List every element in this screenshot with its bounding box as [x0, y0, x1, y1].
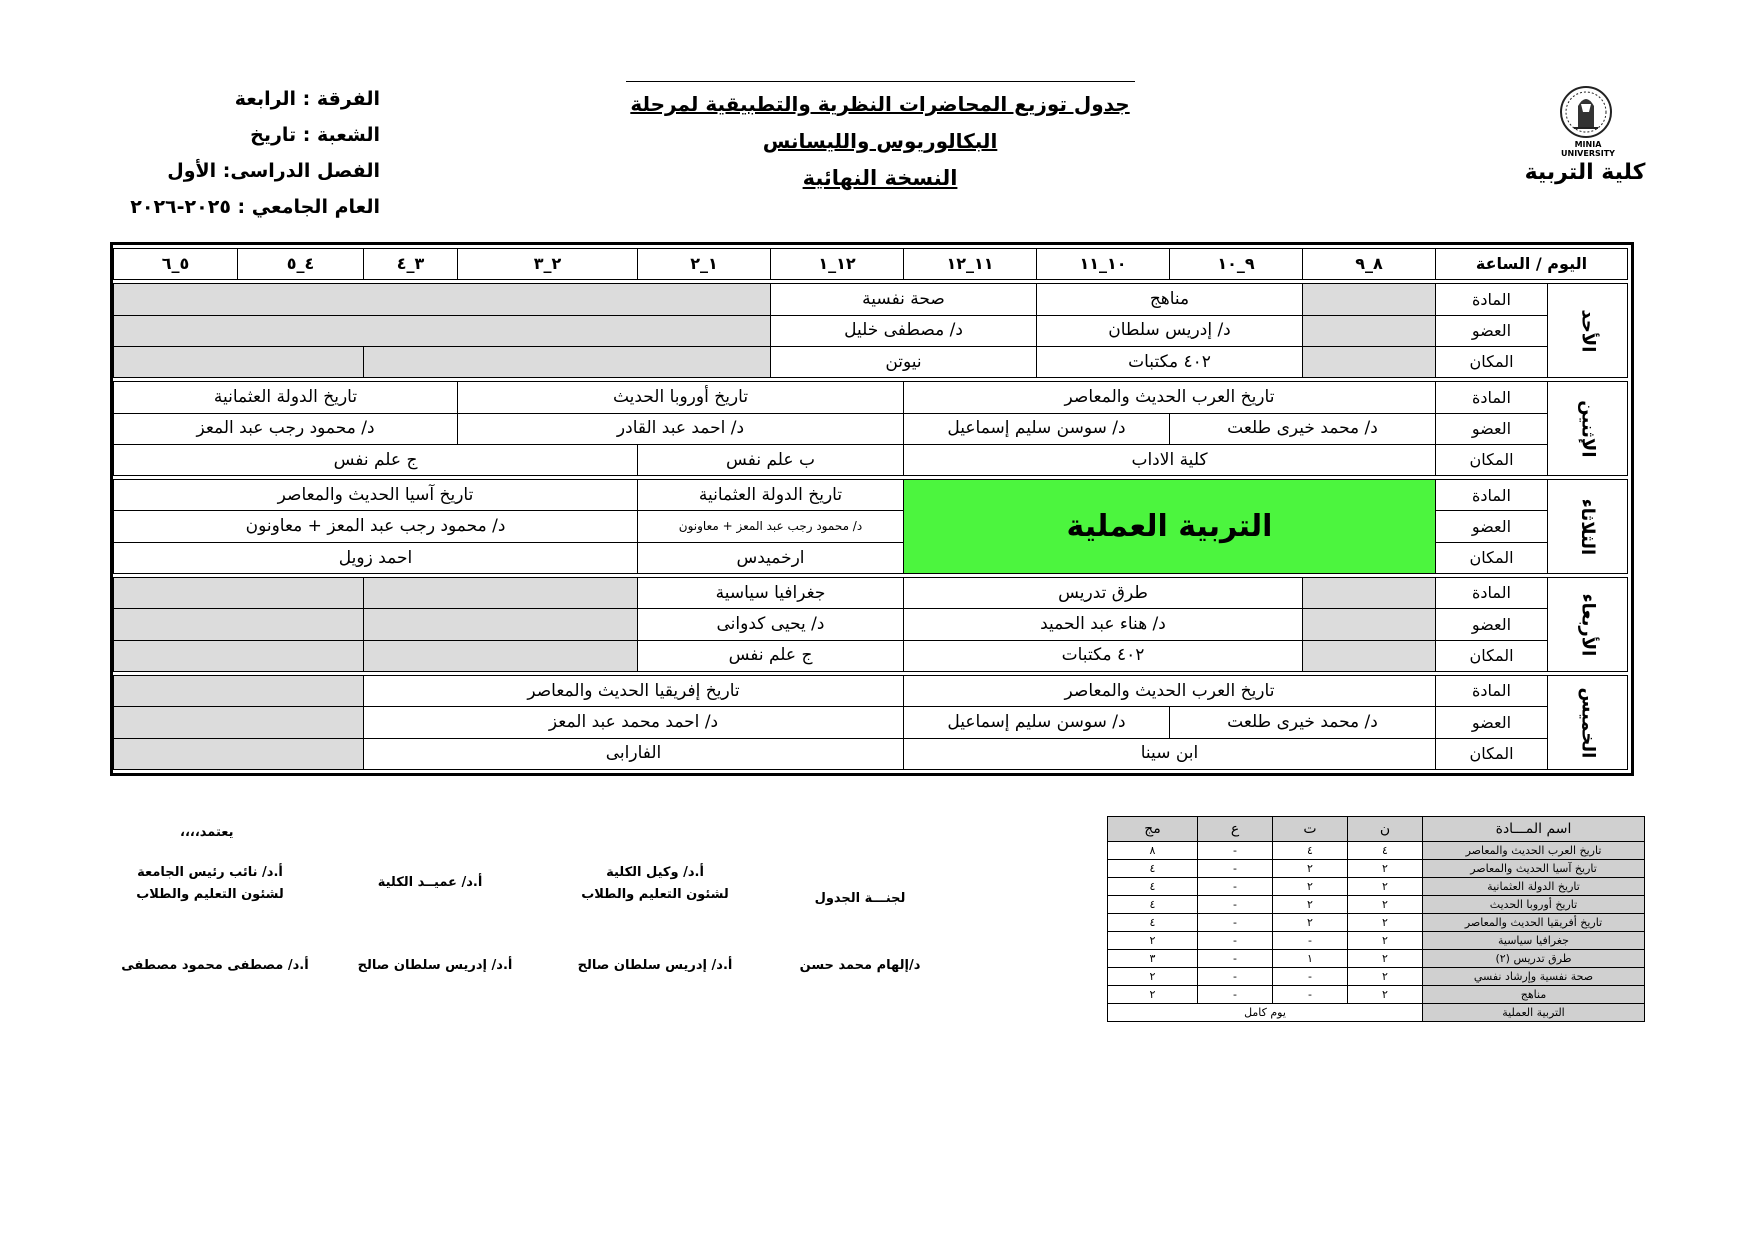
slot-header: ٥_٦ [114, 249, 238, 280]
place-cell: احمد زويل [114, 542, 638, 573]
empty-cell [1303, 284, 1436, 315]
day-wednesday: الأربعاء [1548, 578, 1628, 672]
place-cell: ارخميدس [638, 542, 904, 573]
subject-cell: تاريخ آسيا الحديث والمعاصر [114, 480, 638, 511]
subject-cell: تاريخ أوروبا الحديث [458, 382, 904, 413]
hours-a: - [1198, 968, 1273, 986]
timetable [110, 242, 1634, 776]
col-header-total: مج [1108, 817, 1198, 842]
hours-a: - [1198, 932, 1273, 950]
vice-dean-title [560, 862, 750, 906]
hours-total: ٤ [1108, 914, 1198, 932]
schedule-title: جدول توزيع المحاضرات النظرية والتطبيقية لمرحلة [630, 92, 1130, 116]
timetable-header-row [114, 249, 1628, 280]
empty-cell [1303, 315, 1436, 346]
hours-n: ٢ [1348, 860, 1423, 878]
row-label: المادة [1436, 382, 1548, 413]
hours-n: ٢ [1348, 932, 1423, 950]
subjects-hours-table [1107, 816, 1645, 1022]
table-row [1108, 896, 1645, 914]
place-cell: ج علم نفس [638, 640, 904, 671]
table-row [1108, 860, 1645, 878]
hours-total: ٤ [1108, 896, 1198, 914]
empty-cell [1303, 578, 1436, 609]
approval-note: يعتمد،،،، [180, 825, 234, 840]
slot-header: ٣_٤ [364, 249, 458, 280]
slot-header: ١_٢ [638, 249, 771, 280]
empty-cell [114, 738, 364, 769]
member-cell: د/ سوسن سليم إسماعيل [904, 413, 1170, 444]
table-row [1108, 1004, 1645, 1022]
col-header-a: ع [1198, 817, 1273, 842]
full-day-value: يوم كامل [1108, 1004, 1423, 1022]
day-monday: الإثنين [1548, 382, 1628, 476]
hours-t: ٢ [1273, 878, 1348, 896]
hours-total: ٨ [1108, 842, 1198, 860]
empty-cell [114, 284, 771, 315]
place-cell: ٤٠٢ مكتبات [1037, 346, 1303, 377]
hours-total: ٤ [1108, 878, 1198, 896]
table-row [1108, 932, 1645, 950]
empty-cell [114, 640, 364, 671]
row-label: العضو [1436, 511, 1548, 542]
row-label: العضو [1436, 413, 1548, 444]
hours-n: ٢ [1348, 878, 1423, 896]
day-tuesday: الثلاثاء [1548, 480, 1628, 574]
subject-name: جغرافيا سياسية [1423, 932, 1645, 950]
hours-t: ٤ [1273, 842, 1348, 860]
monday-member-row [114, 413, 1628, 444]
col-header-t: ت [1273, 817, 1348, 842]
wednesday-subject-row [114, 578, 1628, 609]
subject-name: التربية العملية [1423, 1004, 1645, 1022]
subject-cell: جغرافيا سياسية [638, 578, 904, 609]
wednesday-place-row [114, 640, 1628, 671]
hours-t: - [1273, 986, 1348, 1004]
sunday-member-row [114, 315, 1628, 346]
tuesday-subject-row [114, 480, 1628, 511]
place-cell: كلية الاداب [904, 444, 1436, 475]
vice-president-line1: أ.د/ نائب رئيس الجامعة [137, 865, 283, 880]
hours-a: - [1198, 896, 1273, 914]
row-label: المكان [1436, 542, 1548, 573]
vice-president-name: أ.د/ مصطفى محمود مصطفى [121, 958, 309, 973]
hours-n: ٤ [1348, 842, 1423, 860]
empty-cell [114, 578, 364, 609]
row-label: العضو [1436, 315, 1548, 346]
hours-a: - [1198, 914, 1273, 932]
subjects-header-row [1108, 817, 1645, 842]
subject-cell: تاريخ الدولة العثمانية [638, 480, 904, 511]
table-row [1108, 986, 1645, 1004]
hours-n: ٢ [1348, 968, 1423, 986]
slot-header: ١٠_١١ [1037, 249, 1170, 280]
table-row [1108, 950, 1645, 968]
empty-cell [364, 346, 771, 377]
dean-name: أ.د/ إدريس سلطان صالح [357, 958, 513, 973]
day-thursday: الخميس [1548, 676, 1628, 770]
slot-header: ٤_٥ [238, 249, 364, 280]
hours-a: - [1198, 950, 1273, 968]
empty-cell [1303, 346, 1436, 377]
hours-total: ٤ [1108, 860, 1198, 878]
hours-t: - [1273, 932, 1348, 950]
slot-header: ٢_٣ [458, 249, 638, 280]
info-division: الشعبة : تاريخ [250, 124, 380, 146]
monday-subject-row [114, 382, 1628, 413]
hours-t: ١ [1273, 950, 1348, 968]
hours-total: ٢ [1108, 986, 1198, 1004]
title-rule [626, 81, 1135, 82]
empty-cell [1303, 640, 1436, 671]
member-cell: د/ محمود رجب عبد المعز + معاونون [114, 511, 638, 542]
hours-total: ٢ [1108, 932, 1198, 950]
place-cell: الفارابى [364, 738, 904, 769]
info-semester: الفصل الدراسى: الأول [167, 160, 380, 182]
subject-name: تاريخ آسيا الحديث والمعاصر [1423, 860, 1645, 878]
subject-name: مناهج [1423, 986, 1645, 1004]
sunday-place-row [114, 346, 1628, 377]
hours-n: ٢ [1348, 914, 1423, 932]
table-row [1108, 878, 1645, 896]
hours-total: ٣ [1108, 950, 1198, 968]
place-cell: ابن سينا [904, 738, 1436, 769]
hours-total: ٢ [1108, 968, 1198, 986]
hours-t: ٢ [1273, 896, 1348, 914]
subject-cell: صحة نفسية [771, 284, 1037, 315]
row-label: المادة [1436, 676, 1548, 707]
logo-caption: MINIA UNIVERSITY [1561, 140, 1615, 158]
monday-place-row [114, 444, 1628, 475]
subject-name: تاريخ العرب الحديث والمعاصر [1423, 842, 1645, 860]
slot-header: ١١_١٢ [904, 249, 1037, 280]
slot-header: ١٢_١ [771, 249, 904, 280]
empty-cell [114, 707, 364, 738]
practical-education-block: التربية العملية [904, 480, 1436, 574]
empty-cell [364, 578, 638, 609]
thursday-subject-row [114, 676, 1628, 707]
committee-title: لجنـــة الجدول [814, 891, 906, 906]
day-sunday: الأحد [1548, 284, 1628, 378]
info-year-level: الفرقة : الرابعة [234, 88, 380, 110]
row-label: المكان [1436, 444, 1548, 475]
row-label: المادة [1436, 578, 1548, 609]
hours-t: - [1273, 968, 1348, 986]
final-version-label: النسخة النهائية [802, 166, 958, 190]
row-label: العضو [1436, 707, 1548, 738]
vice-dean-line2: لشئون التعليم والطلاب [581, 887, 729, 903]
college-name: كلية التربية [1524, 160, 1646, 185]
member-cell: د/ محمود رجب عبد المعز [114, 413, 458, 444]
place-cell: ب علم نفس [638, 444, 904, 475]
member-cell: د/ احمد عبد القادر [458, 413, 904, 444]
member-cell: د/ إدريس سلطان [1037, 315, 1303, 346]
col-header-n: ن [1348, 817, 1423, 842]
hours-n: ٢ [1348, 896, 1423, 914]
info-block [100, 88, 380, 228]
sunday-subject-row [114, 284, 1628, 315]
member-cell: د/ محمود رجب عبد المعز + معاونون [638, 511, 904, 542]
row-label: المكان [1436, 346, 1548, 377]
hours-a: - [1198, 878, 1273, 896]
subject-cell: مناهج [1037, 284, 1303, 315]
member-cell: د/ محمد خيرى طلعت [1170, 413, 1436, 444]
vice-president-line2: لشئون التعليم والطلاب [136, 887, 284, 903]
member-cell: د/ سوسن سليم إسماعيل [904, 707, 1170, 738]
member-cell: د/ احمد محمد عبد المعز [364, 707, 904, 738]
empty-cell [1303, 609, 1436, 640]
row-label: المكان [1436, 738, 1548, 769]
table-row [1108, 968, 1645, 986]
row-label: المادة [1436, 480, 1548, 511]
row-label: العضو [1436, 609, 1548, 640]
row-label: المكان [1436, 640, 1548, 671]
subject-name: صحة نفسية وإرشاد نفسي [1423, 968, 1645, 986]
place-cell: نيوتن [771, 346, 1037, 377]
thursday-place-row [114, 738, 1628, 769]
subject-name: تاريخ أفريقيا الحديث والمعاصر [1423, 914, 1645, 932]
subject-name: تاريخ أوروبا الحديث [1423, 896, 1645, 914]
empty-cell [364, 640, 638, 671]
subject-cell: تاريخ العرب الحديث والمعاصر [904, 676, 1436, 707]
empty-cell [114, 609, 364, 640]
schedule-subtitle: البكالوريوس والليسانس [762, 129, 998, 153]
empty-cell [364, 609, 638, 640]
member-cell: د/ مصطفى خليل [771, 315, 1037, 346]
subject-cell: طرق تدريس [904, 578, 1303, 609]
place-cell: ٤٠٢ مكتبات [904, 640, 1303, 671]
vice-dean-line1: أ.د/ وكيل الكلية [606, 865, 704, 880]
hours-t: ٢ [1273, 914, 1348, 932]
slot-header: ٩_١٠ [1170, 249, 1303, 280]
place-cell: ج علم نفس [114, 444, 638, 475]
member-cell: د/ محمد خيرى طلعت [1170, 707, 1436, 738]
committee-name: د/إلهام محمد حسن [799, 958, 921, 973]
info-academic-year: العام الجامعي : ٢٠٢٥-٢٠٢٦ [130, 196, 380, 218]
hours-t: ٢ [1273, 860, 1348, 878]
hours-a: - [1198, 986, 1273, 1004]
thursday-member-row [114, 707, 1628, 738]
hours-a: - [1198, 860, 1273, 878]
empty-cell [114, 676, 364, 707]
corner-cell: اليوم / الساعة [1436, 249, 1628, 280]
table-row [1108, 842, 1645, 860]
col-header-name: اسم المـــادة [1423, 817, 1645, 842]
slot-header: ٨_٩ [1303, 249, 1436, 280]
member-cell: د/ يحيى كدوانى [638, 609, 904, 640]
dean-title: أ.د/ عميــد الكلية [377, 875, 483, 890]
subject-cell: تاريخ العرب الحديث والمعاصر [904, 382, 1436, 413]
hours-n: ٢ [1348, 950, 1423, 968]
member-cell: د/ هناء عبد الحميد [904, 609, 1303, 640]
wednesday-member-row [114, 609, 1628, 640]
vice-dean-name: أ.د/ إدريس سلطان صالح [577, 958, 733, 973]
hours-n: ٢ [1348, 986, 1423, 1004]
subject-cell: تاريخ إفريقيا الحديث والمعاصر [364, 676, 904, 707]
subject-cell: تاريخ الدولة العثمانية [114, 382, 458, 413]
empty-cell [114, 346, 364, 377]
hours-a: - [1198, 842, 1273, 860]
table-row [1108, 914, 1645, 932]
subject-name: تاريخ الدولة العثمانية [1423, 878, 1645, 896]
row-label: المادة [1436, 284, 1548, 315]
subject-name: طرق تدريس (٢) [1423, 950, 1645, 968]
empty-cell [114, 315, 771, 346]
vice-president-title [120, 862, 300, 906]
